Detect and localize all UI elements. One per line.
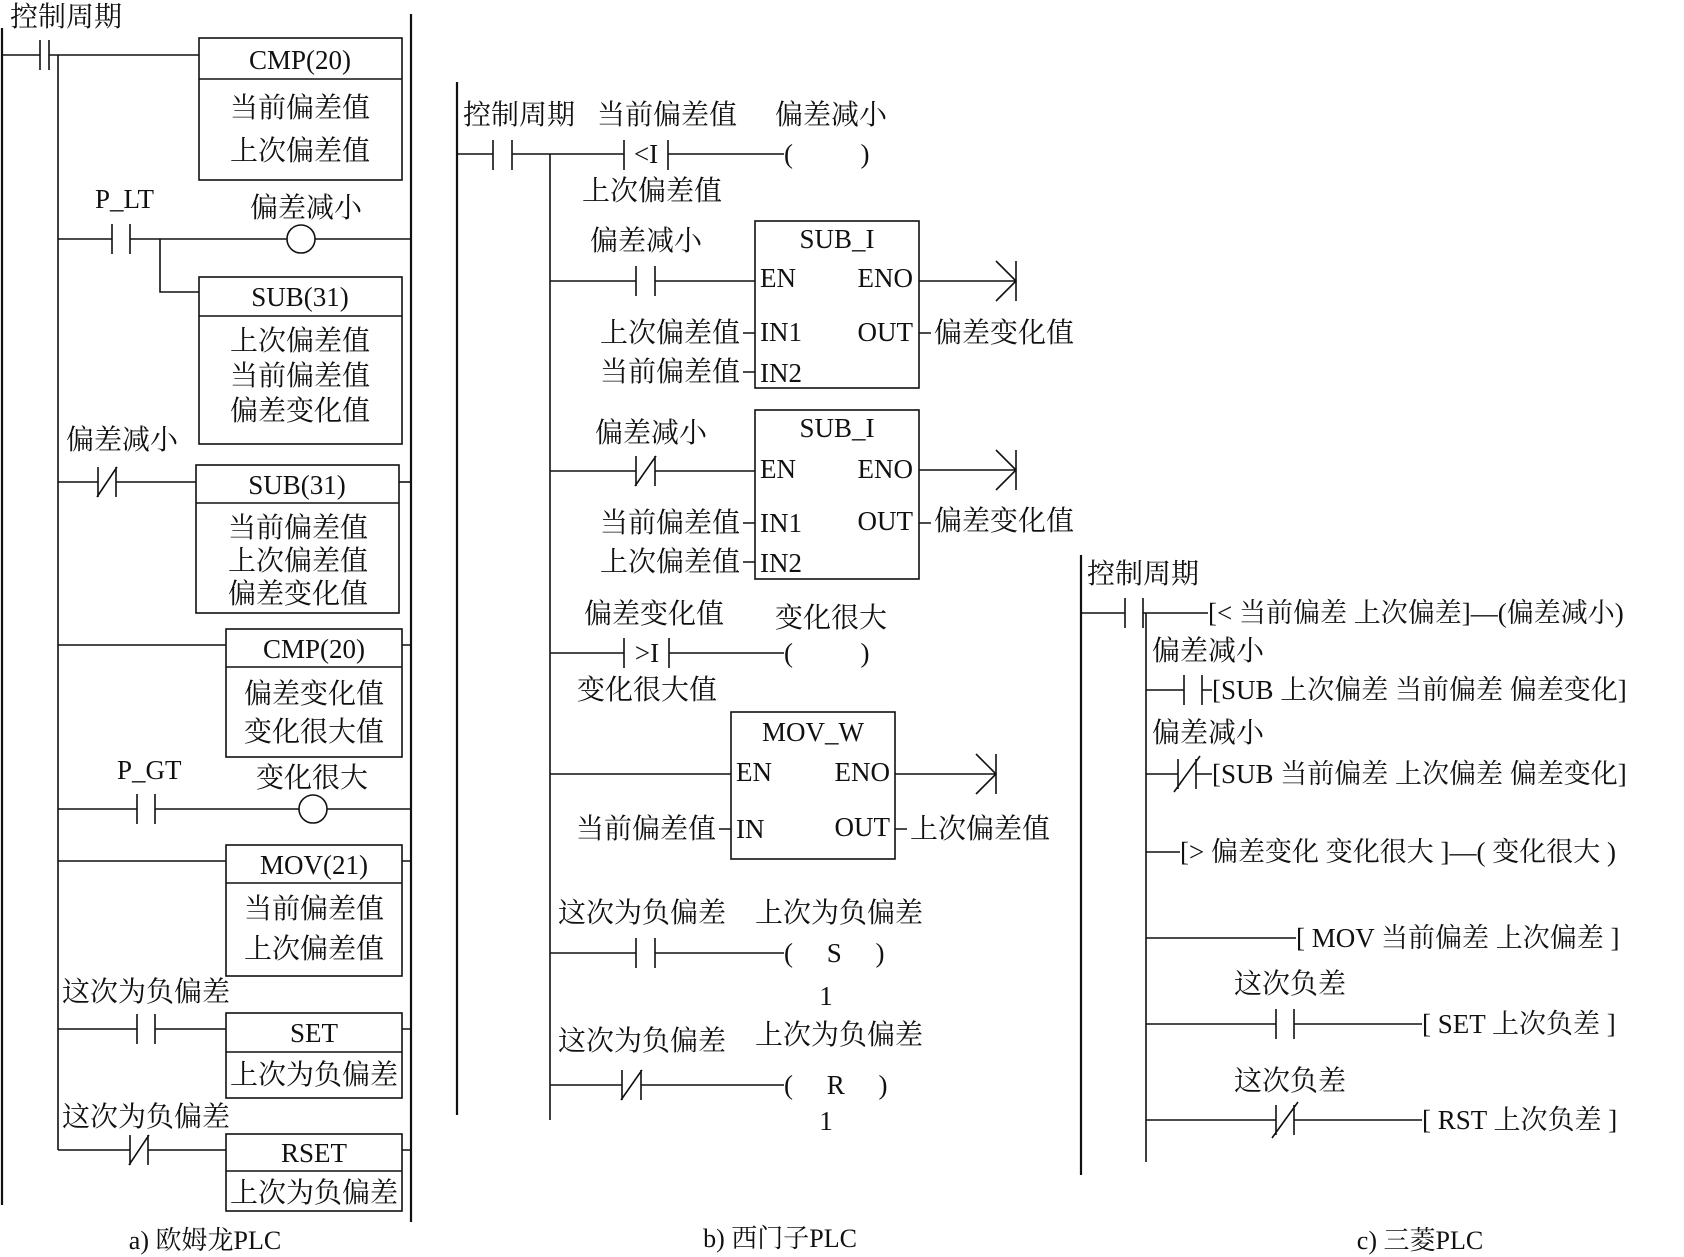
siemens-cmp-gt-op2: 变化很大值 bbox=[577, 675, 718, 706]
siemens-reset-count: 1 bbox=[819, 1106, 833, 1136]
siemens-ladder bbox=[457, 82, 1074, 1253]
omron-sub1-title: SUB(31) bbox=[251, 282, 349, 312]
omron-coil2 bbox=[299, 795, 327, 823]
siemens-sub2-out-pin: OUT bbox=[857, 506, 913, 536]
siemens-set-contact bbox=[550, 938, 784, 968]
omron-pgt-contact bbox=[58, 794, 411, 824]
siemens-caption: b) 西门子PLC bbox=[703, 1224, 857, 1253]
mitsubishi-row1: [< 当前偏差 上次偏差]—(偏差减小) bbox=[1208, 598, 1624, 628]
omron-rset-op: 上次为负偏差 bbox=[229, 1178, 399, 1209]
siemens-sub1-in2-pin: IN2 bbox=[760, 358, 802, 388]
mitsubishi-row2: [SUB 上次偏差 当前偏差 偏差变化] bbox=[1212, 675, 1627, 705]
omron-rset-title: RSET bbox=[280, 1138, 348, 1168]
siemens-sub2-in1: 当前偏差值 bbox=[599, 508, 740, 539]
mitsubishi-row6-contact bbox=[1146, 1009, 1422, 1039]
omron-sub2-title: SUB(31) bbox=[248, 470, 346, 500]
siemens-sub2-in2: 上次偏差值 bbox=[599, 547, 740, 578]
siemens-coil-decrease-label: 偏差减小 bbox=[775, 100, 888, 131]
siemens-mov-out-pin: OUT bbox=[834, 812, 890, 842]
siemens-sub1-out: 偏差变化值 bbox=[934, 318, 1075, 349]
omron-sub1-op2: 当前偏差值 bbox=[229, 361, 371, 392]
siemens-set-coil: ( S ) bbox=[784, 938, 885, 968]
siemens-ctrl-contact-label: 控制周期 bbox=[463, 100, 576, 131]
omron-pgt-label: P_GT bbox=[117, 755, 182, 785]
siemens-sub1-contact-label: 偏差减小 bbox=[590, 226, 703, 257]
omron-cmp1-op1: 当前偏差值 bbox=[229, 93, 371, 124]
siemens-mov-in-pin: IN bbox=[736, 814, 765, 844]
siemens-sub1-contact bbox=[550, 266, 755, 296]
mitsubishi-row4: [> 偏差变化 变化很大 ]—( 变化很大 ) bbox=[1180, 837, 1616, 867]
mitsubishi-row5: [ MOV 当前偏差 上次偏差 ] bbox=[1296, 923, 1620, 953]
siemens-mov-in: 当前偏差值 bbox=[575, 814, 716, 845]
siemens-mov-en: EN bbox=[736, 757, 772, 787]
siemens-cmp-lt-op2: 上次偏差值 bbox=[582, 176, 723, 207]
mitsubishi-row6-contact-label: 这次负差 bbox=[1234, 969, 1347, 1000]
omron-ctrl-contact-label: 控制周期 bbox=[10, 2, 123, 33]
mitsubishi-row6: [ SET 上次负差 ] bbox=[1422, 1009, 1616, 1039]
siemens-cmp-lt-op: <I bbox=[633, 139, 659, 169]
mitsubishi-row3-contact bbox=[1146, 756, 1212, 792]
omron-mov-op2: 上次偏差值 bbox=[243, 934, 385, 965]
siemens-mov-out: 上次偏差值 bbox=[910, 814, 1051, 845]
siemens-ctrl-contact bbox=[457, 140, 624, 1120]
omron-cmp1-title: CMP(20) bbox=[248, 45, 352, 75]
siemens-set-count: 1 bbox=[819, 981, 833, 1011]
siemens-reset-contact bbox=[550, 1070, 784, 1100]
siemens-sub1-in1: 上次偏差值 bbox=[599, 318, 740, 349]
omron-rset-contact-label: 这次为负偏差 bbox=[62, 1102, 231, 1133]
mitsubishi-ctrl-contact-label: 控制周期 bbox=[1087, 559, 1200, 590]
siemens-sub2-eno: ENO bbox=[857, 454, 913, 484]
omron-nc1-contact bbox=[58, 467, 196, 497]
mitsubishi-row2-contact-label: 偏差减小 bbox=[1152, 636, 1265, 667]
siemens-set-contact-label: 这次为负偏差 bbox=[558, 898, 727, 929]
omron-nc1-label: 偏差减小 bbox=[66, 425, 179, 456]
siemens-sub2-title: SUB_I bbox=[799, 413, 875, 443]
siemens-sub2-contact-label: 偏差减小 bbox=[595, 418, 708, 449]
siemens-sub1-out-pin: OUT bbox=[857, 317, 913, 347]
omron-plt-label: P_LT bbox=[95, 184, 155, 214]
siemens-mov-eno: ENO bbox=[834, 757, 890, 787]
siemens-sub1-en: EN bbox=[760, 263, 796, 293]
omron-plt-contact bbox=[58, 224, 411, 292]
siemens-cmp-gt bbox=[550, 638, 784, 668]
omron-cmp2-op1: 偏差变化值 bbox=[243, 679, 385, 710]
mitsubishi-row3-contact-label: 偏差减小 bbox=[1152, 718, 1265, 749]
siemens-reset-coil: ( R ) bbox=[784, 1070, 888, 1100]
omron-sub1-op3: 偏差变化值 bbox=[229, 396, 371, 427]
siemens-sub2-out: 偏差变化值 bbox=[934, 506, 1075, 537]
siemens-sub2-contact bbox=[550, 456, 755, 486]
siemens-sub2-in2-pin: IN2 bbox=[760, 548, 802, 578]
mitsubishi-row3: [SUB 当前偏差 上次偏差 偏差变化] bbox=[1212, 759, 1627, 789]
siemens-sub1-title: SUB_I bbox=[799, 224, 875, 254]
omron-ladder bbox=[2, 1, 411, 1255]
omron-cmp2-op2: 变化很大值 bbox=[243, 717, 385, 748]
omron-coil1 bbox=[287, 225, 315, 253]
mitsubishi-ctrl-contact bbox=[1081, 598, 1208, 1162]
mitsubishi-row7-contact bbox=[1146, 1102, 1422, 1138]
siemens-cmp-lt-op1: 当前偏差值 bbox=[597, 100, 738, 131]
siemens-coil-big: ( ) bbox=[784, 638, 870, 668]
omron-mov-title: MOV(21) bbox=[260, 850, 368, 880]
omron-sub2-op3: 偏差变化值 bbox=[227, 579, 369, 610]
mitsubishi-row7: [ RST 上次负差 ] bbox=[1422, 1105, 1618, 1135]
siemens-set-coil-label: 上次为负偏差 bbox=[755, 898, 924, 929]
omron-set-op: 上次为负偏差 bbox=[229, 1060, 399, 1091]
omron-set-title: SET bbox=[289, 1018, 339, 1048]
omron-mov-op1: 当前偏差值 bbox=[243, 894, 385, 925]
siemens-reset-coil-label: 上次为负偏差 bbox=[755, 1020, 924, 1051]
siemens-sub2-in1-pin: IN1 bbox=[760, 508, 802, 538]
mitsubishi-row7-contact-label: 这次负差 bbox=[1234, 1066, 1347, 1097]
siemens-sub1-in1-pin: IN1 bbox=[760, 317, 802, 347]
omron-cmp2-title: CMP(20) bbox=[262, 634, 366, 664]
siemens-reset-contact-label: 这次为负偏差 bbox=[558, 1026, 727, 1057]
siemens-cmp-gt-op: >I bbox=[634, 638, 660, 668]
omron-sub2-op1: 当前偏差值 bbox=[227, 513, 369, 544]
omron-rset-contact bbox=[58, 1135, 411, 1165]
omron-sub1-op1: 上次偏差值 bbox=[229, 326, 371, 357]
omron-caption: a) 欧姆龙PLC bbox=[128, 1226, 282, 1255]
siemens-cmp-gt-op1: 偏差变化值 bbox=[584, 599, 725, 630]
mitsubishi-row2-contact bbox=[1146, 675, 1212, 705]
siemens-sub1-eno: ENO bbox=[857, 263, 913, 293]
omron-sub2-op2: 上次偏差值 bbox=[227, 546, 369, 577]
omron-set-contact bbox=[58, 1014, 411, 1044]
siemens-sub1-in2: 当前偏差值 bbox=[599, 357, 740, 388]
siemens-coil-big-label: 变化很大 bbox=[775, 603, 888, 634]
siemens-sub2-en: EN bbox=[760, 454, 796, 484]
omron-cmp1-op2: 上次偏差值 bbox=[229, 136, 371, 167]
omron-set-contact-label: 这次为负偏差 bbox=[62, 977, 231, 1008]
omron-coil1-label: 偏差减小 bbox=[250, 193, 363, 224]
omron-coil2-label: 变化很大 bbox=[256, 763, 369, 794]
mitsubishi-caption: c) 三菱PLC bbox=[1356, 1226, 1484, 1255]
siemens-coil-decrease: ( ) bbox=[784, 139, 870, 169]
mitsubishi-ladder bbox=[1081, 555, 1627, 1255]
siemens-mov-title: MOV_W bbox=[762, 717, 864, 747]
